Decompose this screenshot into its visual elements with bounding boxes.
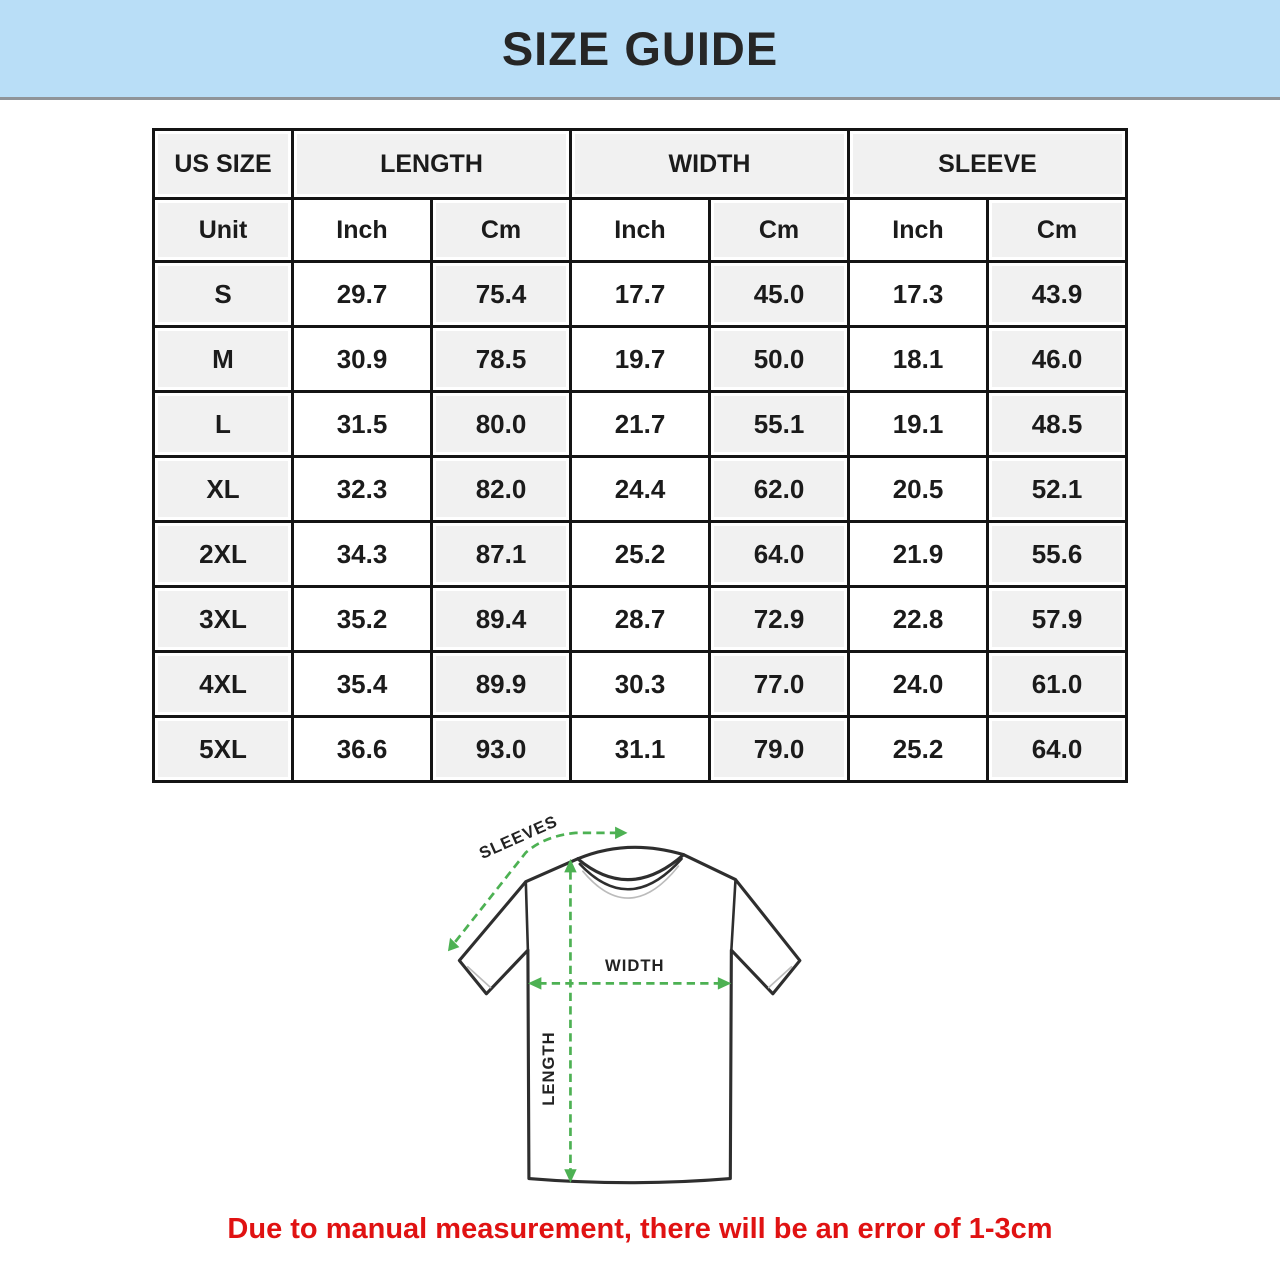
value-cell: 61.0: [988, 652, 1127, 717]
value-cell: 43.9: [988, 262, 1127, 327]
value-cell: 20.5: [849, 457, 988, 522]
table-row-2xl: [154, 522, 1127, 587]
value-cell: 82.0: [432, 457, 571, 522]
value-cell: 32.3: [293, 457, 432, 522]
value-cell: 21.7: [571, 392, 710, 457]
value-cell: 50.0: [710, 327, 849, 392]
value-cell: 17.3: [849, 262, 988, 327]
value-cell: 93.0: [432, 717, 571, 782]
size-chart-container: [152, 128, 1128, 783]
value-cell: 35.2: [293, 587, 432, 652]
size-cell: 3XL: [154, 587, 293, 652]
unit-cell-inch-sleeve: Inch: [849, 199, 988, 262]
value-cell: 45.0: [710, 262, 849, 327]
value-cell: 55.6: [988, 522, 1127, 587]
size-cell: XL: [154, 457, 293, 522]
value-cell: 31.5: [293, 392, 432, 457]
size-cell: S: [154, 262, 293, 327]
size-cell: M: [154, 327, 293, 392]
value-cell: 29.7: [293, 262, 432, 327]
unit-cell-inch-width: Inch: [571, 199, 710, 262]
table-row-m: [154, 327, 1127, 392]
value-cell: 55.1: [710, 392, 849, 457]
value-cell: 35.4: [293, 652, 432, 717]
value-cell: 30.3: [571, 652, 710, 717]
value-cell: 25.2: [571, 522, 710, 587]
value-cell: 89.9: [432, 652, 571, 717]
page-title: SIZE GUIDE: [501, 22, 779, 75]
value-cell: 75.4: [432, 262, 571, 327]
value-cell: 46.0: [988, 327, 1127, 392]
unit-cell-cm-sleeve: Cm: [988, 199, 1127, 262]
length-label: LENGTH: [538, 1031, 558, 1106]
value-cell: 24.4: [571, 457, 710, 522]
group-header-row: [154, 130, 1127, 199]
size-cell: 5XL: [154, 717, 293, 782]
size-cell: 4XL: [154, 652, 293, 717]
value-cell: 57.9: [988, 587, 1127, 652]
unit-cell-cm-width: Cm: [710, 199, 849, 262]
value-cell: 87.1: [432, 522, 571, 587]
sleeves-label: SLEEVES: [476, 811, 561, 863]
table-row-s: [154, 262, 1127, 327]
unit-header-row: [154, 199, 1127, 262]
value-cell: 48.5: [988, 392, 1127, 457]
col-header-us-size: US SIZE: [154, 130, 293, 199]
measurement-disclaimer: Due to manual measurement, there will be an error of 1-3cm: [227, 1213, 1053, 1246]
value-cell: 64.0: [710, 522, 849, 587]
value-cell: 21.9: [849, 522, 988, 587]
value-cell: 62.0: [710, 457, 849, 522]
value-cell: 34.3: [293, 522, 432, 587]
value-cell: 78.5: [432, 327, 571, 392]
value-cell: 30.9: [293, 327, 432, 392]
value-cell: 17.7: [571, 262, 710, 327]
size-guide-banner: [0, 0, 1280, 100]
value-cell: 72.9: [710, 587, 849, 652]
size-chart-table: [152, 128, 1128, 783]
value-cell: 89.4: [432, 587, 571, 652]
value-cell: 19.1: [849, 392, 988, 457]
value-cell: 19.7: [571, 327, 710, 392]
size-cell: L: [154, 392, 293, 457]
col-header-width: WIDTH: [571, 130, 849, 199]
table-row-l: [154, 392, 1127, 457]
table-row-5xl: [154, 717, 1127, 782]
value-cell: 80.0: [432, 392, 571, 457]
col-header-length: LENGTH: [293, 130, 571, 199]
unit-cell: Unit: [154, 199, 293, 262]
size-cell: 2XL: [154, 522, 293, 587]
table-row-3xl: [154, 587, 1127, 652]
value-cell: 77.0: [710, 652, 849, 717]
value-cell: 28.7: [571, 587, 710, 652]
value-cell: 79.0: [710, 717, 849, 782]
unit-cell-cm-length: Cm: [432, 199, 571, 262]
col-header-sleeve: SLEEVE: [849, 130, 1127, 199]
value-cell: 24.0: [849, 652, 988, 717]
value-cell: 25.2: [849, 717, 988, 782]
value-cell: 64.0: [988, 717, 1127, 782]
tshirt-diagram-svg: [422, 809, 858, 1201]
tshirt-measurement-diagram: [422, 809, 858, 1201]
value-cell: 52.1: [988, 457, 1127, 522]
value-cell: 36.6: [293, 717, 432, 782]
table-row-4xl: [154, 652, 1127, 717]
table-row-xl: [154, 457, 1127, 522]
width-label: WIDTH: [605, 955, 665, 975]
unit-cell-inch-length: Inch: [293, 199, 432, 262]
value-cell: 18.1: [849, 327, 988, 392]
value-cell: 31.1: [571, 717, 710, 782]
value-cell: 22.8: [849, 587, 988, 652]
